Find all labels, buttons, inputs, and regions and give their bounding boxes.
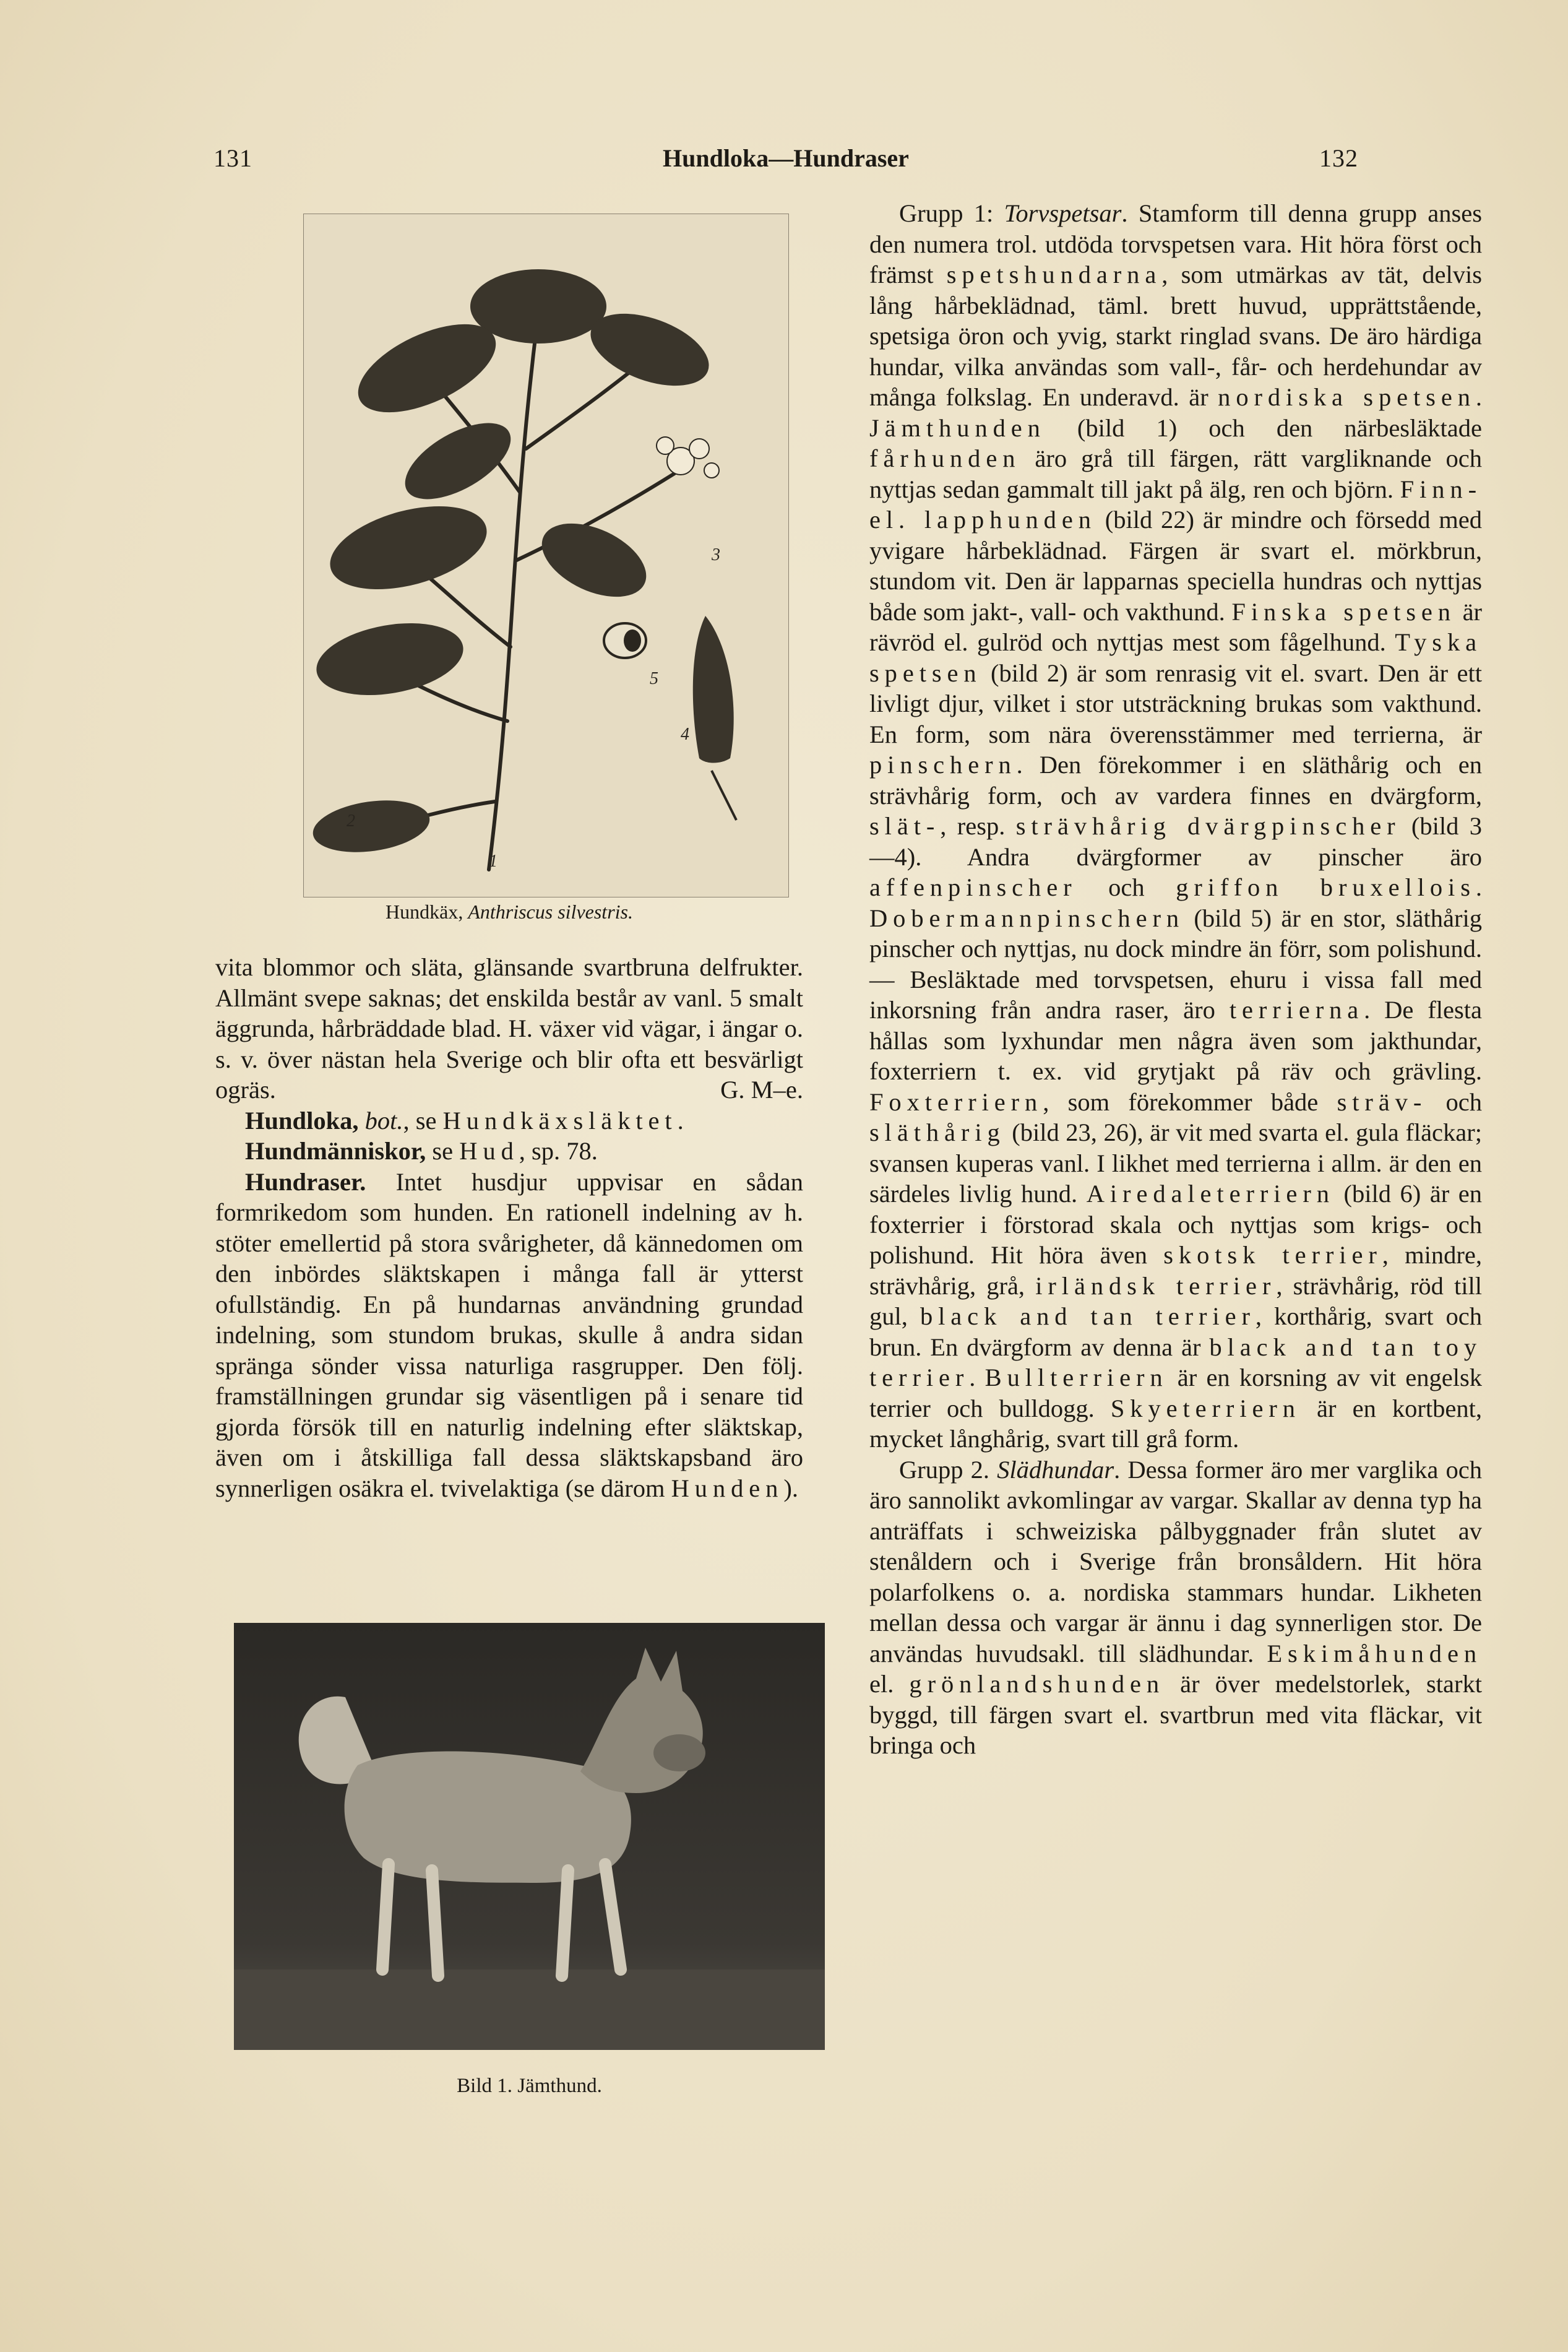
right-column xyxy=(869,198,1482,1761)
paragraph-hundkax-end: vita blommor och släta, glänsande svartbruna delfrukter. Allmänt svepe saknas; det enskilda består av vanl. 5 smalt äggrunda, hårbräddade blad. H. växer vid vägar, i ängar o. s. v. över nästan hela Sverige och blir ofta ett besvärligt ogräs. G. M–e. xyxy=(215,952,803,1105)
entry-headword: Hundloka, xyxy=(245,1106,359,1135)
entry-headword: Hundraser. xyxy=(245,1167,366,1196)
plant-caption-latin: Anthriscus silvestris. xyxy=(468,901,633,923)
plant-caption-common: Hundkäx, xyxy=(386,901,468,923)
cross-reference: Hundkäxsläktet xyxy=(442,1106,678,1135)
figure-label-1: 1 xyxy=(489,852,498,871)
plant-caption xyxy=(215,901,803,923)
plant-illustration xyxy=(303,214,789,897)
dog-photograph xyxy=(234,1623,825,2050)
figure-label-5: 5 xyxy=(650,669,658,688)
entry-hundloka: Hundloka, bot., se Hundkäxsläktet. xyxy=(245,1106,684,1135)
cross-reference: Hunden xyxy=(671,1474,784,1502)
dog-caption: Bild 1. Jämthund. xyxy=(457,2075,602,2097)
entry-hundraser: Hundraser. Intet husdjur uppvisar en sådan formrikedom som hunden. En rationell indelning av h. stöter emellertid på stora svårigheter, då kännedomen om den inbördes släktskapen i många fall är ytterst ofullständig. En på hundarnas användning grundad indelning, som stundom brukas, skulle å andra sidan spränga sönder vissa naturliga rasgrupper. Den följ. framställningen grundar sig väsentligen på i senare tid gjorda försök till en naturlig indelning efter släktskap, även om i åtskilliga fall dessa släktskapsband äro synnerligen osäkra el. tvivelaktiga (se därom Hunden). xyxy=(215,1167,803,1502)
paragraph-grupp-1: Grupp 1: Torvspetsar. Stamform till denna grupp anses den numera trol. utdöda torvspetsen vara. Hit höra först och främst spetshundarna, som utmärkas av tät, delvis lång hårbeklädnad, täml. brett huvud, upprättstående, spetsiga öron och yvig, starkt ringlad svans. De äro härdiga hundar, vilka användas som vall-, får- och herdehundar av många folkslag. En underavd. är nordiska spetsen. Jämthunden (bild 1) och den närbesläktade fårhunden äro grå till färgen, rätt vargliknande och nyttjas sedan gammalt till jakt på älg, ren och björn. Finn- el. lapphunden (bild 22) är mindre och försedd med yvigare hårbeklädnad. Färgen är svart el. mörkbrun, stundom vit. Den är lapparnas speciella hundras och nyttjas både som jakt-, vall- och vakthund. Finska spetsen är rävröd el. gulröd och nyttjas mest som fågelhund. Tyska spetsen (bild 2) är som renrasig vit el. svart. Den är ett livligt djur, vilket i stor utsträckning brukas som vakthund. En form, som nära överensstämmer med terrierna, är pinschern. Den förekommer i en släthårig och en strävhårig form, och av vardera finnes en dvärgform, slät-, resp. strävhårig dvärgpinscher (bild 3—4). Andra dvärgformer av pinscher äro affenpinscher och griffon bruxellois. Dobermannpinschern (bild 5) är en stor, släthårig pinscher och nyttjas, nu dock mindre än förr, som polishund. — Besläktade med torvspetsen, ehuru i vissa fall med inkorsning från andra raser, äro terrierna. De flesta hållas som lyxhundar men några även som jakthundar, foxterriern t. ex. vid grytjakt på räv och grävling. Foxterriern, som förekommer både sträv- och släthårig (bild 23, 26), är vit med svarta el. gula fläckar; svansen kuperas vanl. I likhet med terrierna i allm. är den en särdeles livlig hund. Airedaleterriern (bild 6) är en foxterrier i förstorad skala och nyttjas som krigs- och polishund. Hit höra även skotsk terrier, mindre, strävhårig, grå, irländsk terrier, strävhårig, röd till gul, black and tan terrier, korthårig, svart och brun. En dvärgform av denna är black and tan toy terrier. Bullterriern är en korsning av vit engelsk terrier och bulldogg. Skyeterriern är en kortbent, mycket långhårig, svart till grå form. xyxy=(869,199,1483,1453)
running-header xyxy=(213,144,1358,181)
page-number-right: 132 xyxy=(1319,144,1358,172)
cross-reference: Hud xyxy=(459,1137,519,1165)
figure-label-3: 3 xyxy=(712,545,720,564)
entry-headword: Hundmänniskor, xyxy=(245,1137,426,1165)
paragraph-grupp-2: Grupp 2. Slädhundar. Dessa former äro mer varglika och äro sannolikt avkomlingar av vargar. Skallar av denna typ ha anträffats i schweiziska pålbyggnader från slutet av stenåldern och i Sverige från bronsåldern. Hit höra polarfolkens o. a. nordiska stammars hundar. Likheten mellan dessa och vargar är ännu i dag synnerligen stor. De användas huvudsakl. till slädhundar. Eskimåhunden el. grönlandshunden är över medelstorlek, starkt byggd, till färgen svart el. svartbrun med vita fläckar, vit bringa och xyxy=(869,1455,1483,1759)
entry-hundmanniskor: Hundmänniskor, se Hud, sp. 78. xyxy=(245,1137,598,1165)
figure-label-2: 2 xyxy=(347,811,355,831)
page-number-left: 131 xyxy=(213,144,252,172)
figure-label-4: 4 xyxy=(681,725,689,744)
left-column xyxy=(215,952,803,1503)
running-title: Hundloka—Hundraser xyxy=(663,144,909,172)
author-signature: G. M–e. xyxy=(720,1076,803,1104)
